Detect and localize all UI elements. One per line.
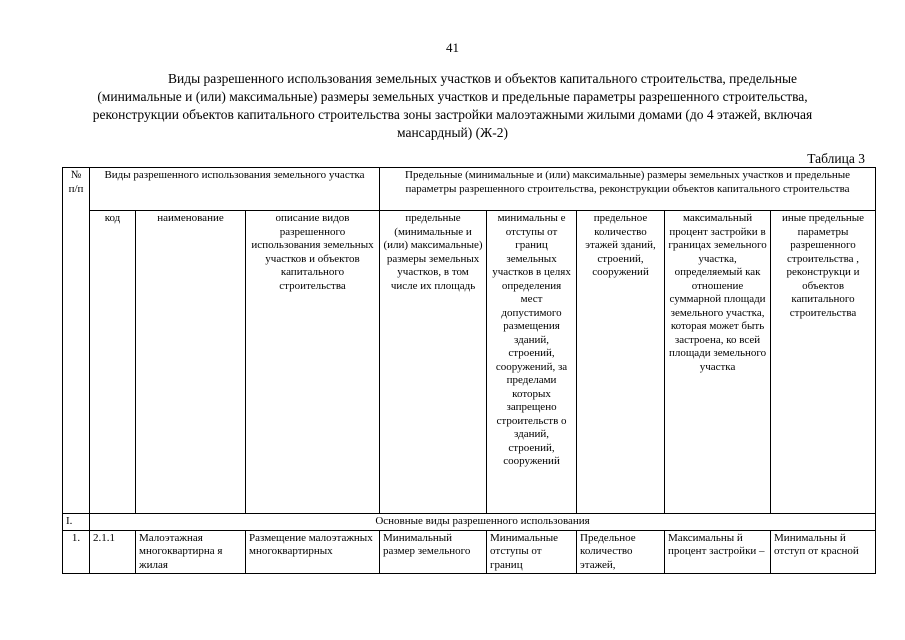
page-number: 41: [446, 40, 459, 55]
table-row: [63, 530, 876, 574]
row-floors: Предельное количество этажей,: [577, 530, 665, 574]
header-group-limits: Предельные (минимальные и (или) максимальные) размеры земельных участков и предельные параметры разрешенного строительства, реконструкции объектов капитального строительства: [380, 168, 876, 211]
section-num: I.: [63, 514, 90, 531]
header-row-groups: [63, 168, 876, 211]
regulations-table: [62, 167, 876, 574]
row-name: Малоэтажная многоквартирна я жилая: [136, 530, 246, 574]
heading-line-2: (минимальные и (или) максимальные) размеры земельных участков и предельные параметры разрешенного строительства,: [97, 89, 808, 104]
row-coverage: Максимальны й процент застройки –: [665, 530, 771, 574]
row-other: Минимальны й отступ от красной: [771, 530, 876, 574]
header-code: код: [90, 211, 136, 514]
heading-line-4: мансардный) (Ж-2): [397, 125, 508, 140]
header-plot-size: предельные (минимальные и (или) максимальные) размеры земельных участков, в том числе их площадь: [380, 211, 487, 514]
header-description: описание видов разрешенного использования земельных участков и объектов капитального строительства: [246, 211, 380, 514]
header-num: № п/п: [63, 168, 90, 514]
row-num: 1.: [63, 530, 90, 574]
section-title: Основные виды разрешенного использования: [90, 514, 876, 531]
header-setbacks: минимальны е отступы от границ земельных участков в целях определения мест допустимого размещения зданий, строений, сооружений, за пределами которых запрещено строительств о зданий, строений, сооружений: [487, 211, 577, 514]
heading-line-3: реконструкции объектов капитального строительства зоны застройки малоэтажными жилыми домами (до 4 этажей, включая: [92, 107, 813, 122]
section-row: [63, 514, 876, 531]
table-label: Таблица 3: [807, 151, 865, 166]
header-floors: предельное количество этажей зданий, строений, сооружений: [577, 211, 665, 514]
header-row-columns: [63, 211, 876, 514]
row-description: Размещение малоэтажных многоквартирных: [246, 530, 380, 574]
header-group-use-types: Виды разрешенного использования земельного участка: [90, 168, 380, 211]
header-coverage: максимальный процент застройки в границах земельного участка, определяемый как отношение суммарной площади земельного участка, которая может быть застроена, ко всей площади земельного участка: [665, 211, 771, 514]
row-plot-size: Минимальный размер земельного: [380, 530, 487, 574]
heading-line-1: Виды разрешенного использования земельных участков и объектов капитального строительства, предельные: [167, 71, 798, 86]
row-setbacks: Минимальные отступы от границ: [487, 530, 577, 574]
document-heading: [40, 70, 865, 142]
header-name: наименование: [136, 211, 246, 514]
row-code: 2.1.1: [90, 530, 136, 574]
header-other: иные предельные параметры разрешенного строительства , реконструкци и объектов капитального строительства: [771, 211, 876, 514]
